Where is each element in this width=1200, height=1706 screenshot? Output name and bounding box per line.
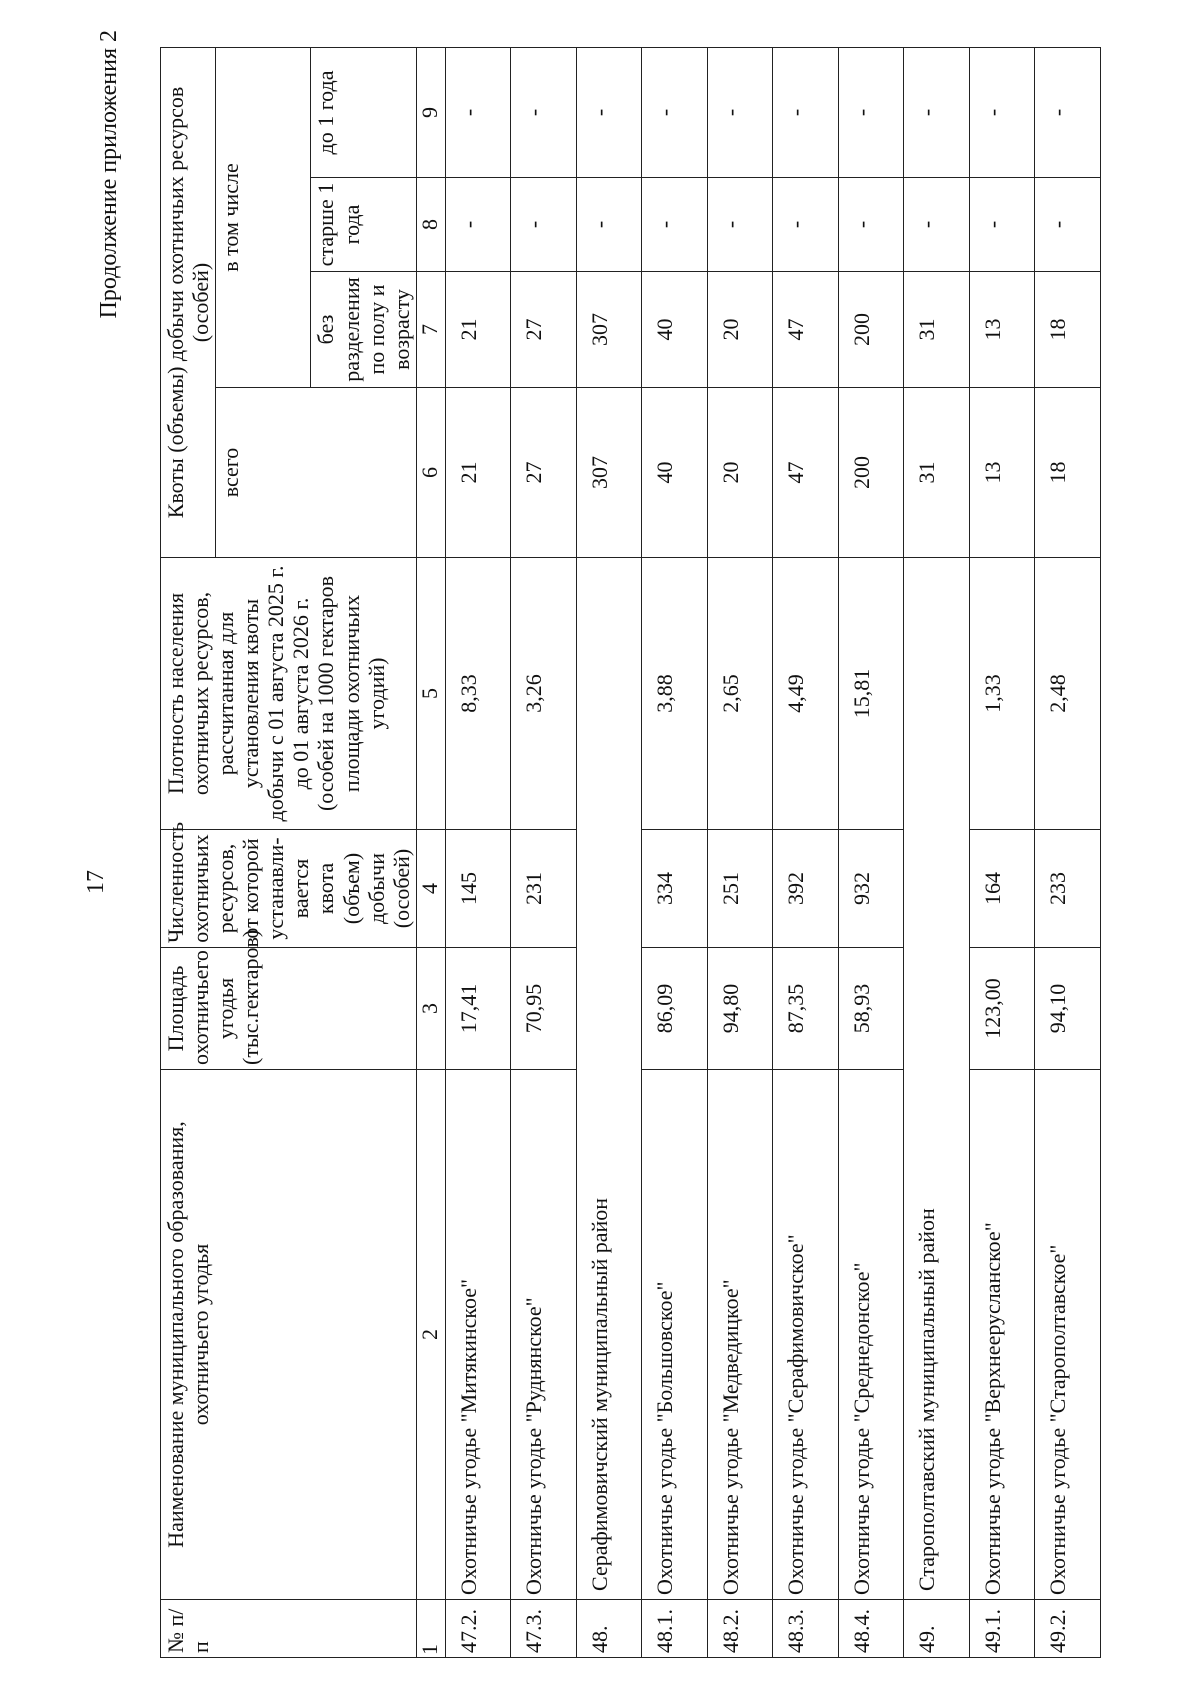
row-young: -	[773, 48, 839, 178]
column-number: 9	[416, 48, 445, 178]
header-name: Наименование муниципального образования, охотничьего угодья	[161, 1070, 417, 1600]
quota-table	[160, 47, 1101, 1658]
header-total: всего	[216, 388, 417, 558]
row-count: 392	[773, 830, 839, 948]
row-older: -	[445, 178, 511, 272]
row-number: 49.	[904, 1600, 970, 1658]
row-count: 251	[707, 830, 773, 948]
row-older: -	[511, 178, 577, 272]
header-under-1y: до 1 года	[311, 48, 416, 178]
column-number: 4	[416, 830, 445, 948]
row-older: -	[707, 178, 773, 272]
row-total: 31	[904, 388, 970, 558]
row-area: 17,41	[445, 948, 511, 1070]
row-older: -	[1035, 178, 1101, 272]
row-count: 145	[445, 830, 511, 948]
row-area: 70,95	[511, 948, 577, 1070]
column-number: 6	[416, 388, 445, 558]
row-no-sex: 13	[969, 272, 1035, 388]
row-density: 8,33	[445, 558, 511, 830]
row-area: 87,35	[773, 948, 839, 1070]
row-density: 2,48	[1035, 558, 1101, 830]
row-no-sex: 27	[511, 272, 577, 388]
row-count: 164	[969, 830, 1035, 948]
row-name: Серафимовичский муниципальный район	[576, 558, 642, 1600]
row-no-sex: 40	[642, 272, 708, 388]
row-older: -	[838, 178, 904, 272]
column-number: 8	[416, 178, 445, 272]
row-total: 20	[707, 388, 773, 558]
row-number: 48.	[576, 1600, 642, 1658]
row-density: 15,81	[838, 558, 904, 830]
column-number: 7	[416, 272, 445, 388]
row-total: 40	[642, 388, 708, 558]
row-young: -	[576, 48, 642, 178]
header-count: Численность охотничьих ресурсов, от которой устанавли-вается квота (объем) добычи (особей)	[161, 830, 417, 948]
row-young: -	[904, 48, 970, 178]
header-no-sex-age: без разделения по полу и возрасту	[311, 272, 416, 388]
row-no-sex: 18	[1035, 272, 1101, 388]
row-number: 47.3.	[511, 1600, 577, 1658]
row-number: 48.4.	[838, 1600, 904, 1658]
table-row	[707, 48, 773, 1658]
row-no-sex: 21	[445, 272, 511, 388]
row-area: 123,00	[969, 948, 1035, 1070]
row-name: Охотничье угодье "Среднедонское"	[838, 1070, 904, 1600]
column-number: 2	[416, 1070, 445, 1600]
row-name: Охотничье угодье "Большовское"	[642, 1070, 708, 1600]
row-area: 86,09	[642, 948, 708, 1070]
row-name: Охотничье угодье "Руднянское"	[511, 1070, 577, 1600]
column-numbers-row	[416, 48, 445, 1658]
row-area: 58,93	[838, 948, 904, 1070]
row-density: 3,26	[511, 558, 577, 830]
row-no-sex: 20	[707, 272, 773, 388]
row-older: -	[642, 178, 708, 272]
page-number: 17	[83, 870, 109, 894]
row-total: 21	[445, 388, 511, 558]
row-older: -	[576, 178, 642, 272]
row-older: -	[904, 178, 970, 272]
row-count: 932	[838, 830, 904, 948]
row-density: 1,33	[969, 558, 1035, 830]
header-number: № п/п	[161, 1600, 417, 1658]
table-row	[445, 48, 511, 1658]
table-body	[445, 48, 1100, 1658]
header-quotas: Квоты (объемы) добычи охотничьих ресурсов (особей)	[161, 48, 216, 558]
header-area: Площадь охотничьего угодья (тыс.гектаров)	[161, 948, 417, 1070]
row-name: Охотничье угодье "Медведицкое"	[707, 1070, 773, 1600]
table-row	[773, 48, 839, 1658]
table-row	[1035, 48, 1101, 1658]
column-number: 3	[416, 948, 445, 1070]
header-density: Плотность населения охотничьих ресурсов, рассчитанная для установления квоты добычи с 01 августа 2025 г. до 01 августа 2026 г. (особей на 1000 гектаров площади охотничьих угодий)	[161, 558, 417, 830]
row-no-sex: 307	[576, 272, 642, 388]
header-older-1y: старше 1 года	[311, 178, 416, 272]
row-young: -	[707, 48, 773, 178]
row-number: 48.2.	[707, 1600, 773, 1658]
row-name: Охотничье угодье "Митякинское"	[445, 1070, 511, 1600]
row-no-sex: 47	[773, 272, 839, 388]
row-young: -	[969, 48, 1035, 178]
row-total: 200	[838, 388, 904, 558]
row-total: 13	[969, 388, 1035, 558]
row-total: 47	[773, 388, 839, 558]
column-number: 1	[416, 1600, 445, 1658]
row-density: 4,49	[773, 558, 839, 830]
row-name: Охотничье угодье "Серафимовичское"	[773, 1070, 839, 1600]
table-row	[838, 48, 904, 1658]
row-young: -	[511, 48, 577, 178]
column-number: 5	[416, 558, 445, 830]
row-number: 49.2.	[1035, 1600, 1101, 1658]
row-older: -	[969, 178, 1035, 272]
row-older: -	[773, 178, 839, 272]
row-total: 307	[576, 388, 642, 558]
table-row	[904, 48, 970, 1658]
row-area: 94,80	[707, 948, 773, 1070]
row-number: 47.2.	[445, 1600, 511, 1658]
row-number: 49.1.	[969, 1600, 1035, 1658]
row-no-sex: 31	[904, 272, 970, 388]
row-count: 233	[1035, 830, 1101, 948]
appendix-label: Продолжение приложения 2	[96, 30, 122, 319]
row-young: -	[1035, 48, 1101, 178]
row-area: 94,10	[1035, 948, 1101, 1070]
row-name: Охотничье угодье "Верхнеерусланское"	[969, 1070, 1035, 1600]
header-including: в том числе	[216, 48, 311, 388]
table-row	[642, 48, 708, 1658]
row-young: -	[838, 48, 904, 178]
row-name: Старополтавский муниципальный район	[904, 558, 970, 1600]
row-number: 48.3.	[773, 1600, 839, 1658]
row-total: 18	[1035, 388, 1101, 558]
row-young: -	[642, 48, 708, 178]
row-count: 231	[511, 830, 577, 948]
row-density: 3,88	[642, 558, 708, 830]
row-name: Охотничье угодье "Старополтавское"	[1035, 1070, 1101, 1600]
row-density: 2,65	[707, 558, 773, 830]
row-no-sex: 200	[838, 272, 904, 388]
row-count: 334	[642, 830, 708, 948]
table-row	[576, 48, 642, 1658]
table-row	[511, 48, 577, 1658]
row-number: 48.1.	[642, 1600, 708, 1658]
table-row	[969, 48, 1035, 1658]
row-young: -	[445, 48, 511, 178]
row-total: 27	[511, 388, 577, 558]
